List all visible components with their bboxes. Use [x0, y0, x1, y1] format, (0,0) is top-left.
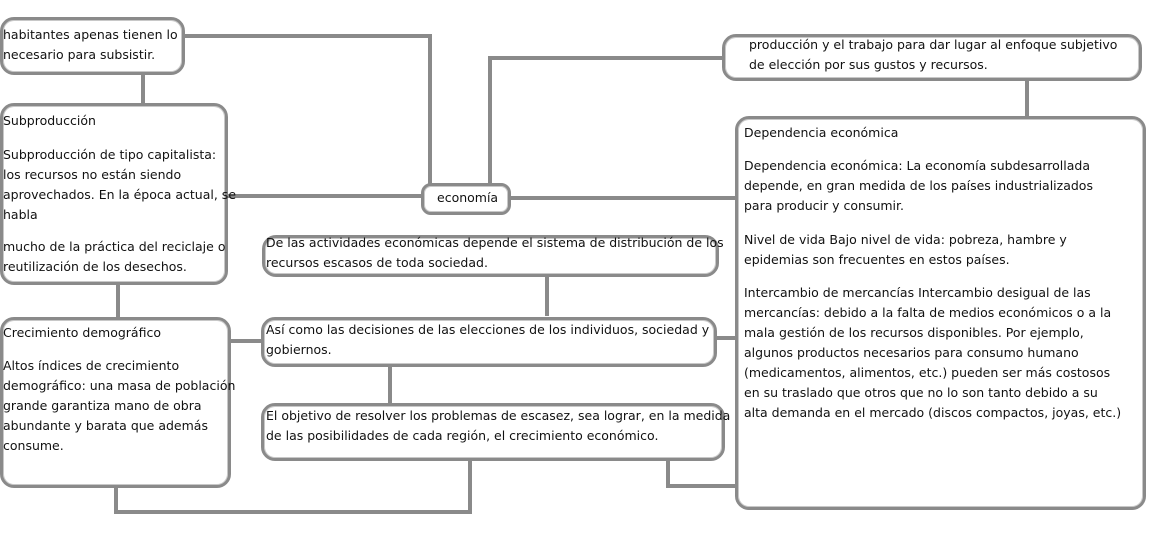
node-crecimiento-title: Crecimiento demográfico [3, 325, 161, 340]
node-actividades-text: De las actividades económicas depende el sistema de distribución de los recursos escasos de toda sociedad. [266, 235, 724, 270]
node-top-right-text: producción y el trabajo para dar lugar al enfoque subjetivo de elección por sus gustos y recursos. [749, 37, 1118, 72]
node-subproduccion-title: Subproducción [3, 113, 96, 128]
node-dependencia-p1: Dependencia económica: La economía subdesarrollada depende, en gran medida de los países industrializados para producir y consumir. [744, 158, 1093, 213]
node-subproduccion-body2: mucho de la práctica del reciclaje o reutilización de los desechos. [3, 239, 226, 274]
node-economia-text: economía [437, 190, 499, 205]
node-subproduccion-body1: Subproducción de tipo capitalista: los recursos no están siendo aprovechados. En la época actual, se habla [3, 147, 237, 222]
node-crecimiento-body: Altos índices de crecimiento demográfico: una masa de población grande garantiza mano de obra abundante y barata que además consume. [3, 358, 236, 453]
node-objetivo-text: El objetivo de resolver los problemas de escasez, sea lograr, en la medida de las posibilidades de cada región, el crecimiento económico. [266, 408, 731, 443]
node-dependencia-title: Dependencia económica [744, 125, 899, 140]
node-decisiones-text: Así como las decisiones de las elecciones de los individuos, sociedad y gobiernos. [266, 322, 710, 357]
connector-economia-topright [490, 58, 725, 184]
node-dependencia-p3: Intercambio de mercancías Intercambio desigual de las mercancías: debido a la falta de medios económicos o a la mala gestión de los recursos disponibles. Por ejemplo, algunos productos necesarios para consumo humano (medicamentos, alimentos, etc.) pueden ser más costosos en su traslado que otros que no lo son tanto debido a su alta demanda en el mercado (discos compactos, joyas, etc.) [744, 285, 1122, 420]
node-top-left-text: habitantes apenas tienen lo necesario para subsistir. [3, 27, 178, 62]
node-dependencia-p2: Nivel de vida Bajo nivel de vida: pobreza, hambre y epidemias son frecuentes en estos países. [744, 232, 1067, 267]
connector-objetivo-dependencia [668, 460, 740, 486]
